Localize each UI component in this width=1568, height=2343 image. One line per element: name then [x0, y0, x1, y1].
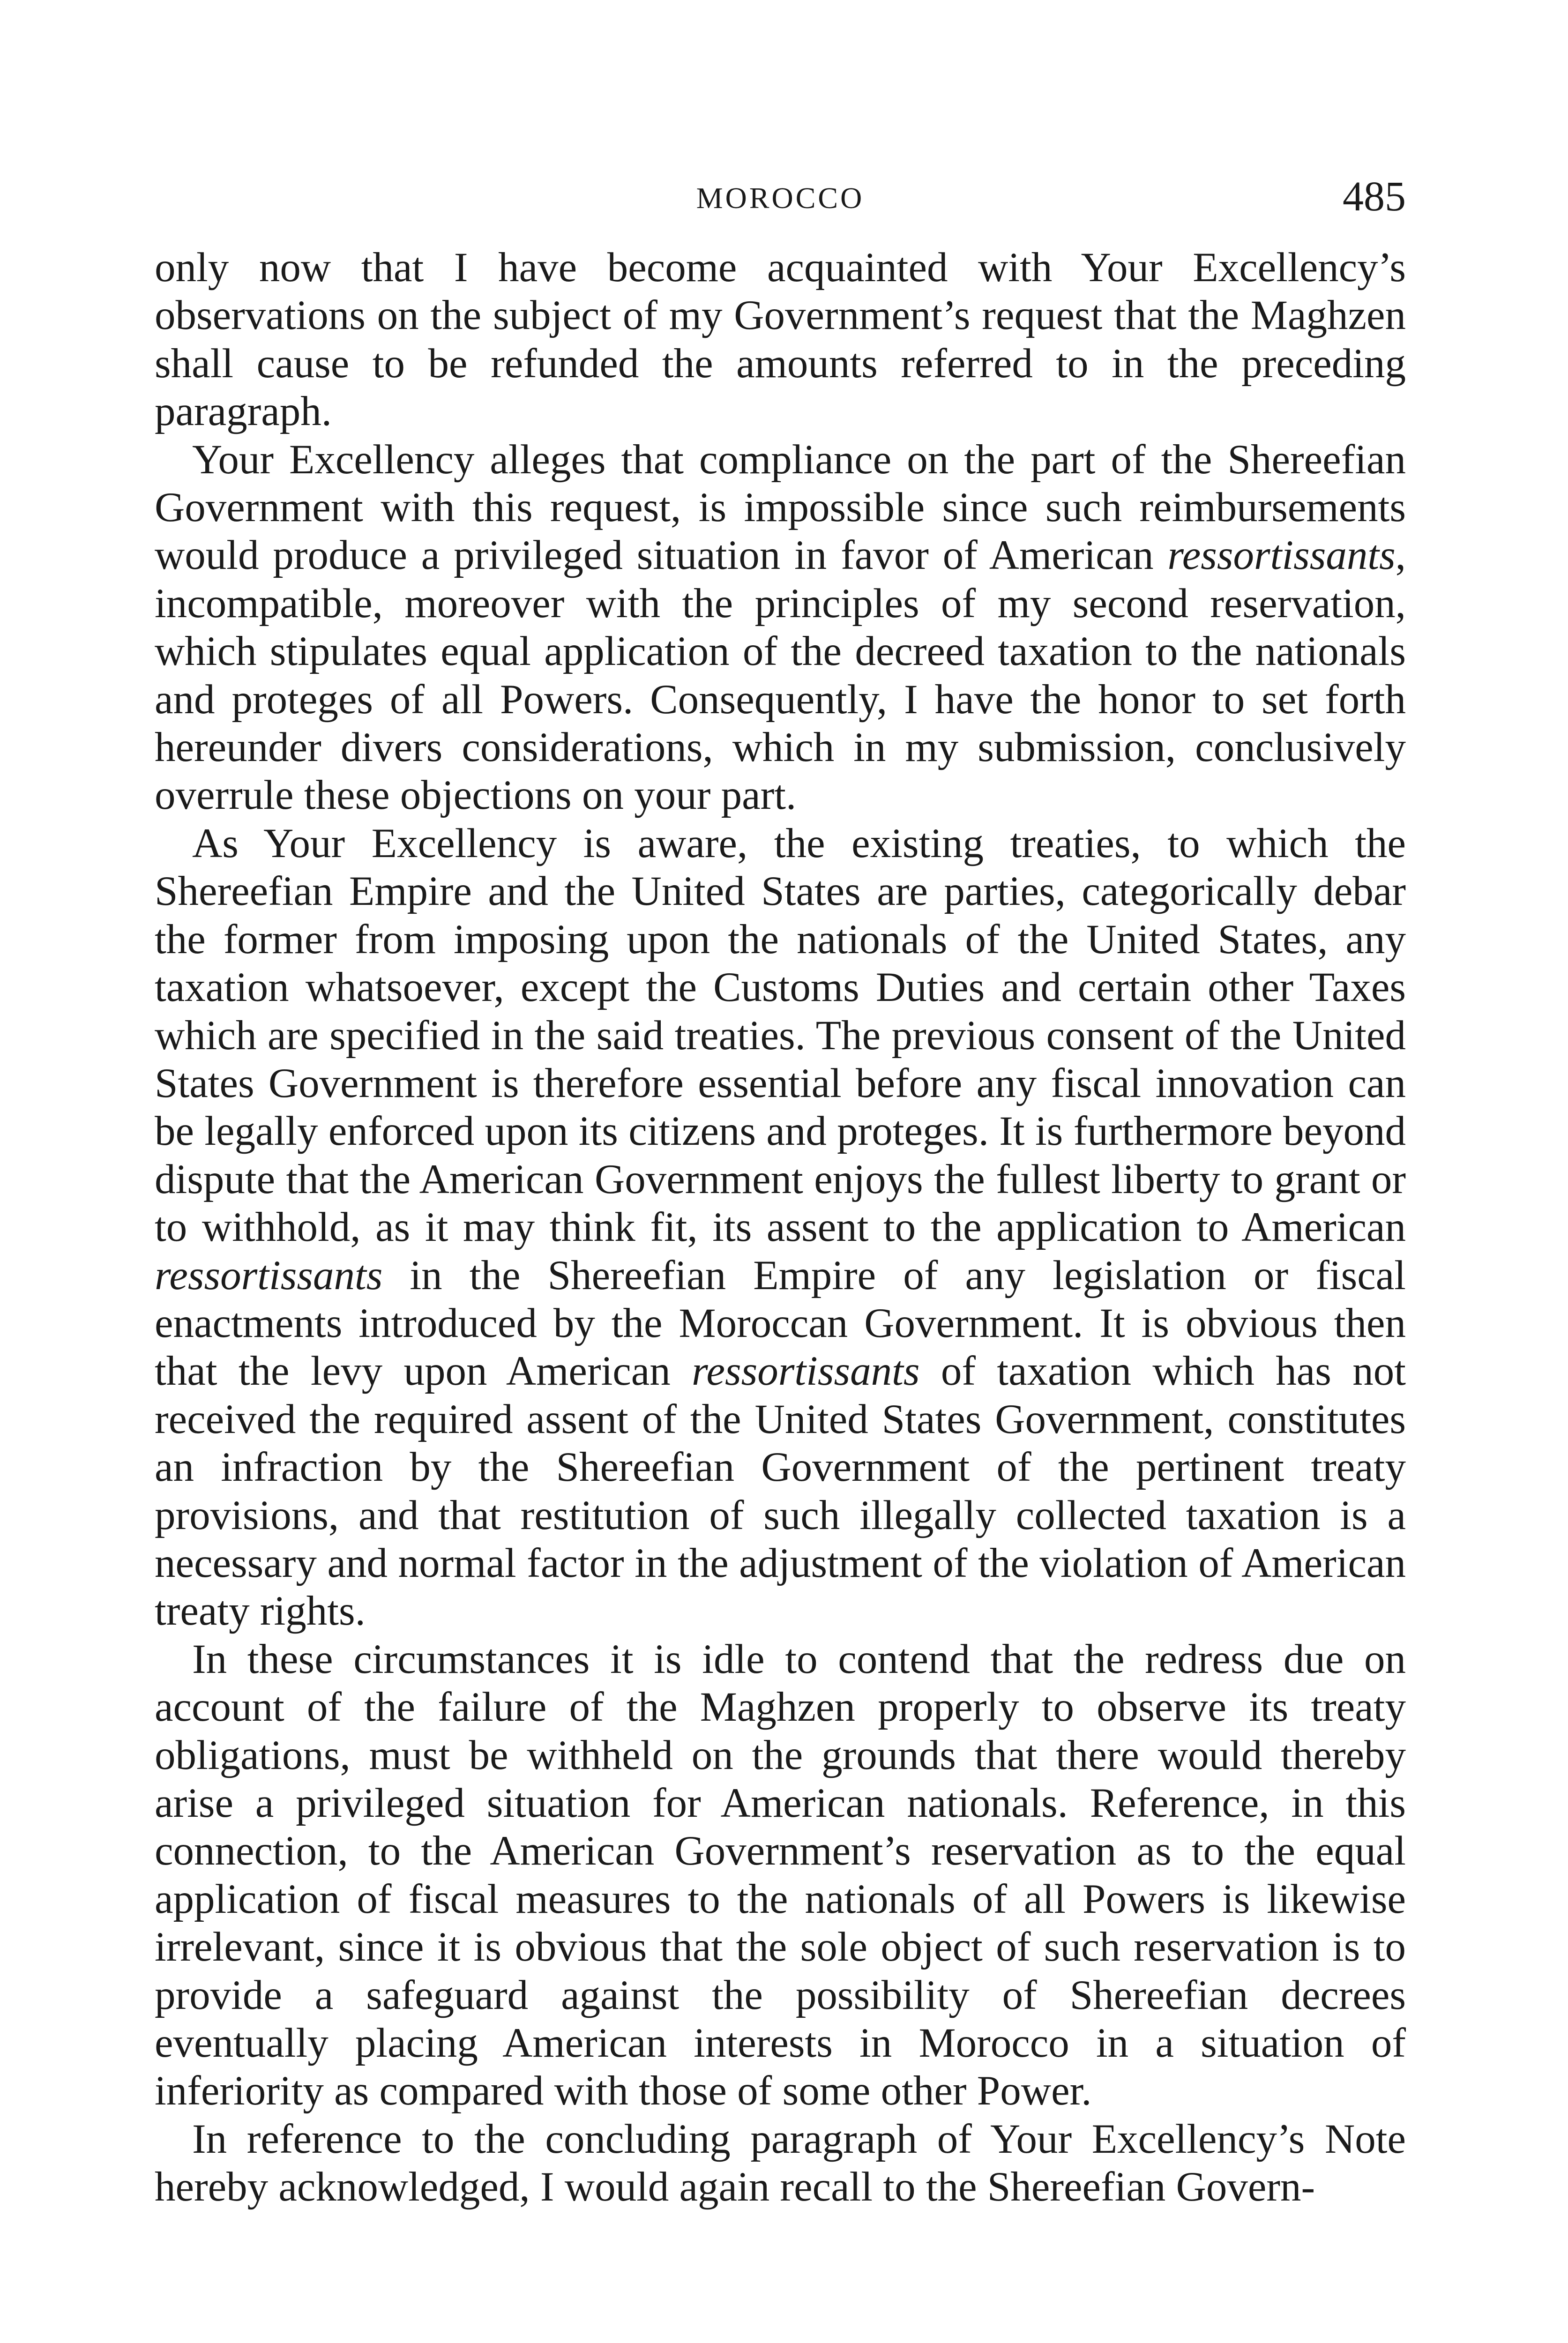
- running-head: MOROCCO: [696, 181, 865, 215]
- paragraph: [155, 244, 1406, 436]
- italic-term: ressortissants: [155, 1252, 383, 1298]
- paragraph: [155, 1635, 1406, 2115]
- text-run: As Your Excellency is aware, the existing treaties, to which the Shereefian Empire and the United States are parties, categorically debar the former from imposing upon the nationals of the United States, any taxation whatsoever, except the Customs Duties and certain other Taxes which are specified in the said treaties. The previous consent of the United States Government is therefore essential before any fiscal innovation can be legally enforced upon its citizens and proteges. It is furthermore beyond dispute that the American Government enjoys the fullest liberty to grant or to withhold, as it may think fit, its assent to the application to American: [155, 820, 1406, 1251]
- body-text: [155, 244, 1406, 2211]
- paragraph: [155, 820, 1406, 1635]
- text-run: in the Shereefian Empire of any legislation or fiscal enactments introduced by the Moroccan Government. It is obvious then that the levy upon American: [155, 1252, 1406, 1395]
- page-number: 485: [1343, 173, 1406, 220]
- text-run: only now that I have become acquainted with Your Excellency’s observations on the subject of my Government’s request that the Maghzen shall cause to be refunded the amounts referred to in the preceding paragraph.: [155, 245, 1406, 435]
- text-run: Your Excellency alleges that compliance on the part of the Shereefian Government with this request, is impossible since such reimbursements would produce a privileged situation in favor of American: [155, 436, 1406, 579]
- paragraph: [155, 2115, 1406, 2211]
- text-run: In reference to the concluding paragraph of Your Excellency’s Note hereby acknowledged, I would again recall to the Shereefian Govern-: [155, 2116, 1406, 2210]
- paragraph: [155, 436, 1406, 820]
- text-run: In these circumstances it is idle to contend that the redress due on account of the failure of the Maghzen properly to observe its treaty obligations, must be withheld on the grounds that there would thereby arise a privileged situation for American nationals. Reference, in this connection, to the American Government’s reservation as to the equal application of fiscal measures to the nationals of all Powers is likewise irrelevant, since it is obvious that the sole object of such reservation is to provide a safeguard against the possibility of Shereefian decrees eventually placing American interests in Morocco in a situation of inferiority as compared with those of some other Power.: [155, 1636, 1406, 2114]
- page-header: [155, 172, 1406, 224]
- text-run: of taxation which has not received the required assent of the United States Government, constitutes an infraction by the Shereefian Government of the pertinent treaty provisions, and that restitution of such illegally collected taxation is a necessary and normal factor in the adjustment of the violation of American treaty rights.: [155, 1348, 1406, 1634]
- italic-term: ressortissants: [1167, 532, 1396, 579]
- text-run: , incompatible, moreover with the principles of my second reservation, which stipulates equal application of the decreed taxation to the nationals and proteges of all Powers. Consequently, I have the honor to set forth hereunder divers considerations, which in my submission, conclusively overrule these objections on your part.: [155, 532, 1406, 819]
- italic-term: ressortissants: [692, 1348, 920, 1395]
